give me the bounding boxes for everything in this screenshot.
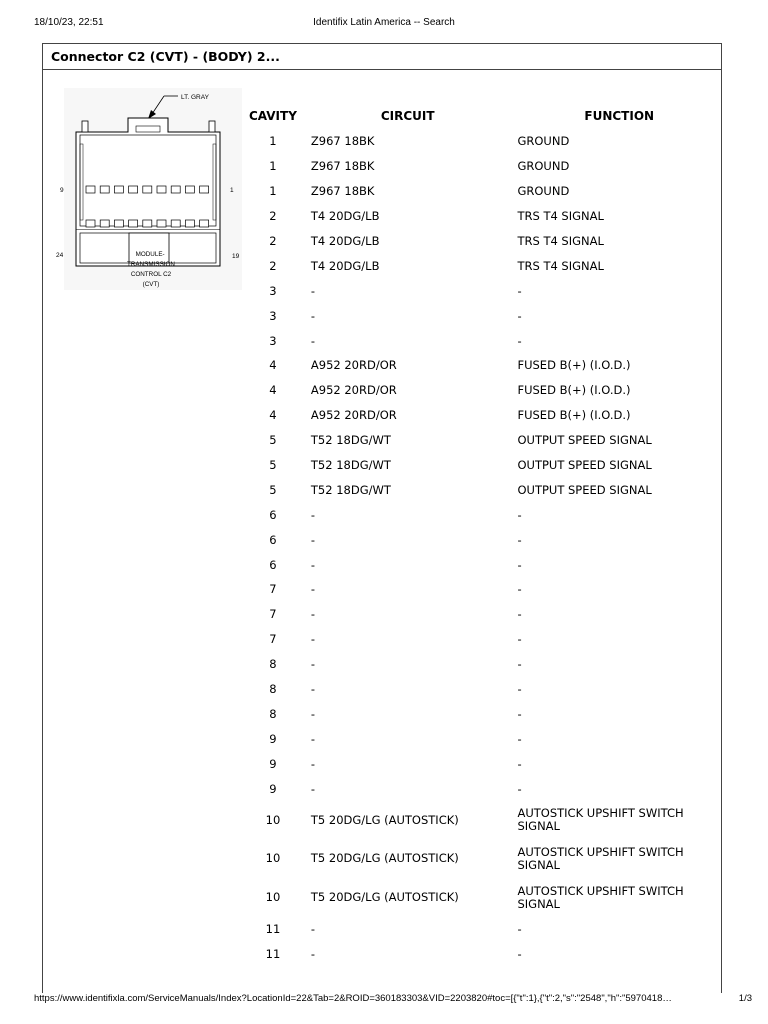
pin-number-9: 9	[60, 187, 64, 194]
function-cell: AUTOSTICK UPSHIFT SWITCH SIGNAL	[517, 883, 684, 911]
function-cell: -	[517, 922, 522, 937]
connector-pin-cavity	[114, 186, 123, 193]
circuit-cell: Z967 18BK	[310, 159, 375, 174]
print-date: 18/10/23, 22:51	[34, 17, 104, 28]
connector-pin-cavity	[100, 186, 109, 193]
table-row	[248, 229, 721, 254]
table-row	[248, 577, 721, 602]
function-cell: -	[517, 756, 522, 771]
circuit-cell: -	[310, 333, 316, 348]
cavity-cell: 6	[269, 557, 277, 572]
cavity-cell: 3	[269, 333, 277, 348]
function-cell: -	[517, 507, 522, 522]
function-cell: FUSED B(+) (I.O.D.)	[517, 408, 631, 423]
function-cell: AUTOSTICK UPSHIFT SWITCH SIGNAL	[517, 844, 684, 872]
table-row	[248, 278, 721, 303]
circuit-cell: -	[310, 756, 316, 771]
print-footer	[0, 993, 768, 1007]
function-cell: -	[517, 947, 522, 962]
function-cell: -	[517, 308, 522, 323]
function-cell: TRS T4 SIGNAL	[517, 234, 604, 248]
column-header-cavity: CAVITY	[248, 109, 297, 123]
cavity-cell: 2	[269, 258, 277, 273]
print-header	[0, 17, 768, 31]
circuit-cell: T52 18DG/WT	[310, 458, 391, 473]
table-row	[248, 477, 721, 502]
cavity-cell: 1	[269, 134, 277, 149]
cavity-cell: 7	[269, 607, 277, 622]
table-row	[248, 942, 721, 967]
circuit-cell: A952 20RD/OR	[310, 383, 397, 398]
function-cell: FUSED B(+) (I.O.D.)	[517, 383, 631, 398]
table-row	[248, 627, 721, 652]
circuit-cell: T5 20DG/LG (AUTOSTICK)	[310, 851, 459, 866]
print-page-title: Identifix Latin America -- Search	[313, 17, 455, 28]
cavity-cell: 9	[269, 756, 277, 771]
table-row	[248, 677, 721, 702]
connector-pin-cavity	[200, 186, 209, 193]
cavity-cell: 4	[269, 383, 277, 398]
cavity-cell: 10	[265, 890, 281, 905]
table-row	[248, 428, 721, 453]
function-cell: TRS T4 SIGNAL	[517, 258, 604, 273]
connector-pin-cavity	[157, 220, 166, 227]
cavity-cell: 8	[269, 706, 277, 721]
circuit-cell: -	[310, 632, 316, 647]
connector-pin-cavity	[185, 220, 194, 227]
cavity-cell: 3	[269, 308, 277, 323]
function-cell: GROUND	[517, 184, 570, 199]
circuit-cell: -	[310, 922, 316, 937]
cavity-cell: 11	[265, 947, 281, 962]
function-cell: -	[517, 731, 522, 746]
column-header-circuit: CIRCUIT	[380, 109, 435, 123]
circuit-cell: A952 20RD/OR	[310, 358, 397, 373]
table-row	[248, 726, 721, 751]
pin-number-19: 19	[232, 253, 240, 260]
function-cell: TRS T4 SIGNAL	[517, 209, 604, 224]
table-row	[248, 527, 721, 552]
table-row	[248, 403, 721, 428]
cavity-cell: 1	[269, 184, 277, 199]
cavity-cell: 8	[269, 682, 277, 697]
cavity-cell: 5	[269, 458, 277, 473]
diagram-caption-line-4: (CVT)	[142, 281, 160, 288]
diagram-caption-line-3: CONTROL C2	[130, 271, 172, 278]
function-cell: -	[517, 657, 522, 672]
circuit-cell: -	[310, 657, 316, 672]
table-row	[248, 917, 721, 942]
circuit-cell: -	[310, 682, 316, 697]
table-row	[248, 129, 721, 154]
diagram-caption-line-2: TRANSMISSION	[127, 261, 175, 268]
function-cell: -	[517, 532, 522, 547]
table-row	[248, 353, 721, 378]
connector-pin-cavity	[143, 220, 152, 227]
connector-pin-cavity	[129, 220, 138, 227]
cavity-cell: 2	[269, 234, 277, 248]
cavity-cell: 4	[269, 408, 277, 423]
cavity-cell: 5	[269, 482, 277, 497]
table-row	[248, 179, 721, 204]
circuit-cell: -	[310, 557, 316, 572]
connector-panel	[42, 43, 722, 993]
cavity-cell: 10	[265, 812, 281, 827]
cavity-cell: 9	[269, 731, 277, 746]
function-cell: OUTPUT SPEED SIGNAL	[517, 433, 652, 448]
circuit-cell: Z967 18BK	[310, 184, 375, 199]
cavity-cell: 4	[269, 358, 277, 373]
circuit-cell: Z967 18BK	[310, 134, 375, 149]
function-cell: -	[517, 557, 522, 572]
circuit-cell: T4 20DG/LB	[310, 234, 380, 248]
connector-pin-cavity	[185, 186, 194, 193]
table-row	[248, 204, 721, 229]
circuit-cell: -	[310, 607, 316, 622]
pin-number-24: 24	[56, 252, 64, 259]
function-cell: -	[517, 582, 522, 597]
connector-pin-cavity	[143, 186, 152, 193]
cavity-cell: 3	[269, 283, 277, 298]
cavity-cell: 5	[269, 433, 277, 448]
circuit-cell: -	[310, 781, 316, 796]
connector-pin-cavity	[114, 220, 123, 227]
circuit-cell: T5 20DG/LG (AUTOSTICK)	[310, 812, 459, 827]
table-row	[248, 652, 721, 677]
circuit-cell: T52 18DG/WT	[310, 433, 391, 448]
function-cell: GROUND	[517, 134, 570, 149]
cavity-cell: 6	[269, 532, 277, 547]
function-cell: -	[517, 706, 522, 721]
circuit-cell: T4 20DG/LB	[310, 209, 380, 224]
table-row	[248, 502, 721, 527]
cavity-cell: 10	[265, 851, 281, 866]
connector-pin-cavity	[129, 186, 138, 193]
circuit-cell: A952 20RD/OR	[310, 408, 397, 423]
diagram-caption-line-1: MODULE-	[135, 251, 165, 258]
page-number: 1/3	[738, 993, 752, 1004]
cavity-cell: 9	[269, 781, 277, 796]
table-row	[248, 776, 721, 801]
connector-pin-cavity	[157, 186, 166, 193]
table-row	[248, 878, 721, 917]
table-row	[248, 801, 721, 840]
table-row	[248, 602, 721, 627]
circuit-cell: -	[310, 731, 316, 746]
cavity-cell: 6	[269, 507, 277, 522]
function-cell: OUTPUT SPEED SIGNAL	[517, 458, 652, 473]
function-cell: -	[517, 632, 522, 647]
circuit-cell: -	[310, 308, 316, 323]
connector-pin-cavity	[171, 220, 180, 227]
connector-pin-cavity	[171, 186, 180, 193]
function-cell: -	[517, 283, 522, 298]
cavity-cell: 7	[269, 582, 277, 597]
cavity-cell: 7	[269, 632, 277, 647]
cavity-cell: 1	[269, 159, 277, 174]
print-url: https://www.identifixla.com/ServiceManuals/Index?LocationId=22&Tab=2&ROID=360183303&VID=2203820#toc=[{"t":1},{"t":2,"s":"2548","h":"5970418…	[34, 993, 672, 1004]
table-row	[248, 701, 721, 726]
pin-number-1: 1	[230, 187, 234, 194]
circuit-cell: -	[310, 706, 316, 721]
function-cell: OUTPUT SPEED SIGNAL	[517, 482, 652, 497]
table-row	[248, 328, 721, 353]
function-cell: -	[517, 333, 522, 348]
function-cell: -	[517, 607, 522, 622]
table-row	[248, 453, 721, 478]
connector-pin-cavity	[86, 220, 95, 227]
table-row	[248, 303, 721, 328]
circuit-cell: -	[310, 283, 316, 298]
circuit-cell: T4 20DG/LB	[310, 258, 380, 273]
color-label: LT. GRAY	[181, 94, 209, 101]
cavity-cell: 11	[265, 922, 281, 937]
function-cell: AUTOSTICK UPSHIFT SWITCH SIGNAL	[517, 806, 684, 834]
circuit-cell: T5 20DG/LG (AUTOSTICK)	[310, 890, 459, 905]
function-cell: -	[517, 682, 522, 697]
table-header-row	[248, 103, 721, 129]
circuit-cell: -	[310, 582, 316, 597]
cavity-cell: 2	[269, 209, 277, 224]
function-cell: -	[517, 781, 522, 796]
function-cell: FUSED B(+) (I.O.D.)	[517, 358, 631, 373]
function-cell: GROUND	[517, 159, 570, 174]
table-row	[248, 154, 721, 179]
table-row	[248, 378, 721, 403]
circuit-cell: -	[310, 947, 316, 962]
table-row	[248, 751, 721, 776]
cavity-cell: 8	[269, 657, 277, 672]
table-row	[248, 253, 721, 278]
connector-pin-cavity	[200, 220, 209, 227]
circuit-cell: -	[310, 532, 316, 547]
table-row	[248, 552, 721, 577]
pinout-table	[248, 103, 721, 967]
circuit-cell: -	[310, 507, 316, 522]
connector-pin-cavity	[86, 186, 95, 193]
section-title: Connector C2 (CVT) - (BODY) 2...	[43, 44, 721, 70]
circuit-cell: T52 18DG/WT	[310, 482, 391, 497]
table-row	[248, 840, 721, 879]
column-header-function: FUNCTION	[584, 109, 655, 123]
connector-diagram	[56, 88, 246, 293]
connector-pin-cavity	[100, 220, 109, 227]
